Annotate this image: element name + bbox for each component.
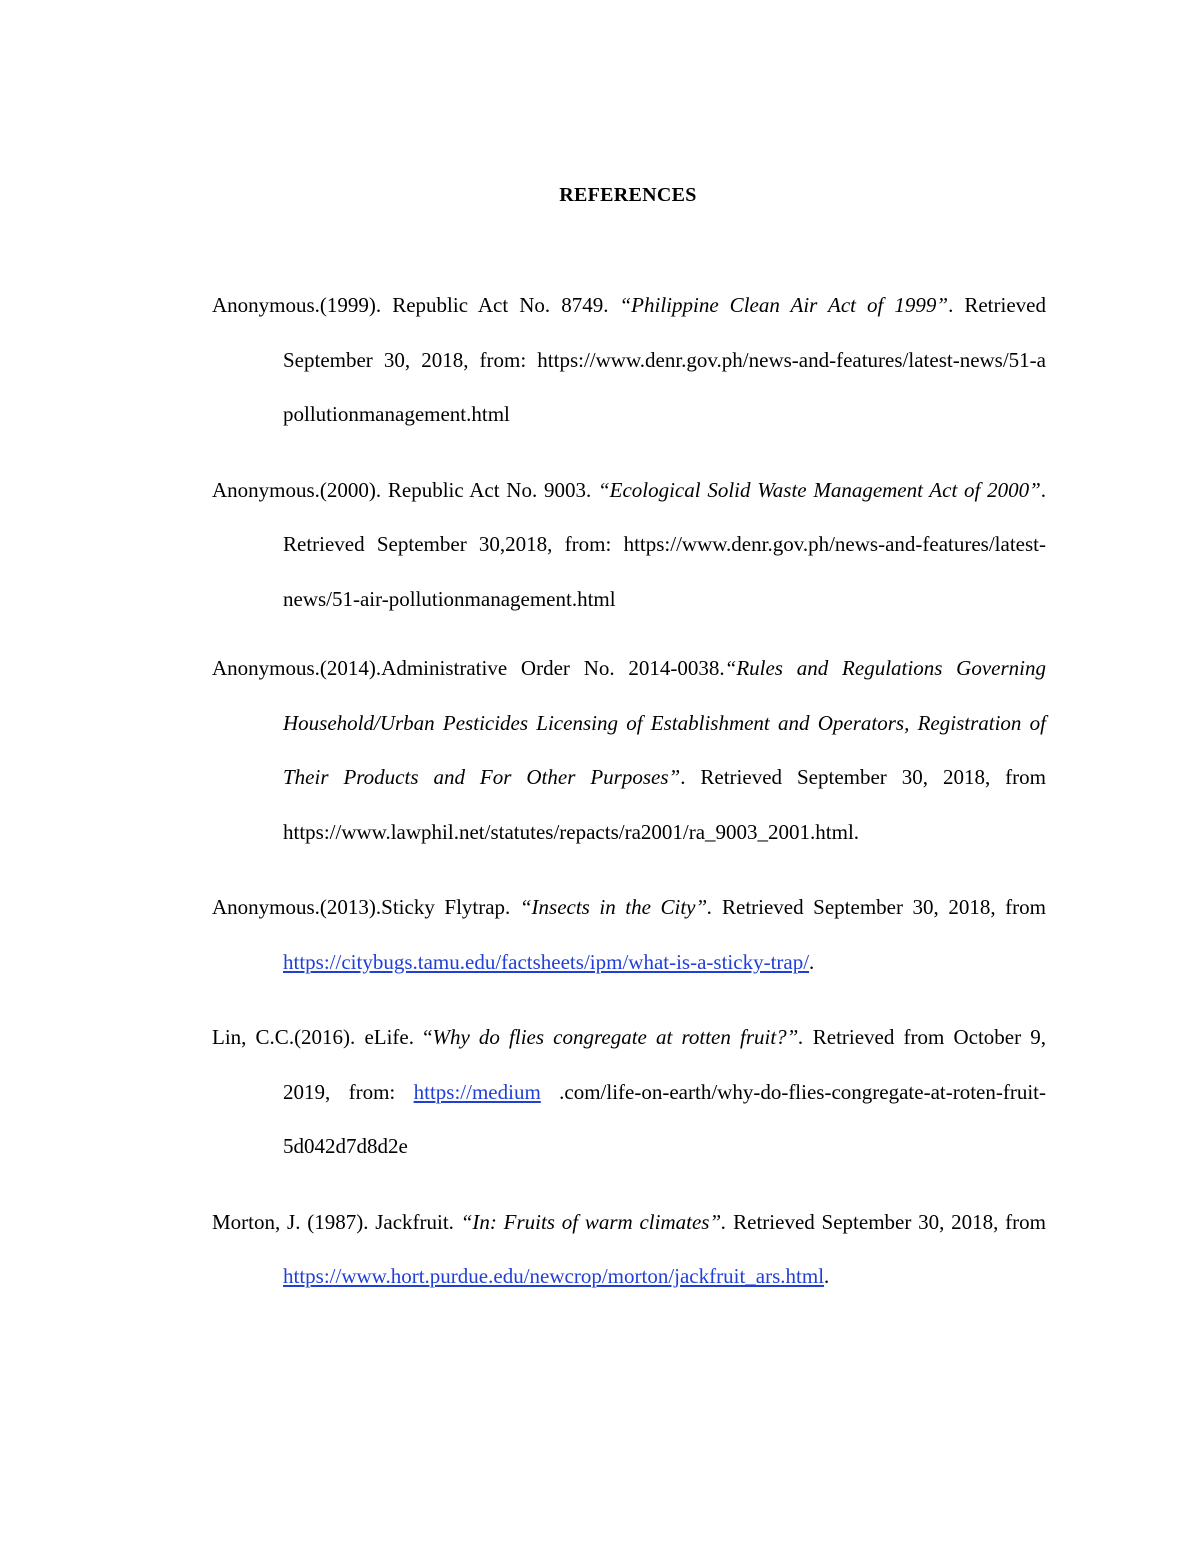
reference-text: Retrieved from October 9, 2019, from: <box>283 1025 1046 1104</box>
reference-text: . <box>824 1264 830 1288</box>
reference-text: . <box>809 949 815 974</box>
reference-text: Retrieved September 30, 2018, from <box>726 1209 1046 1234</box>
reference-text: .com/life-on-earth/why-do-flies-congregate-at-roten-fruit-5d042d7d8d2e <box>283 1079 1047 1158</box>
reference-text: Anonymous.(2000). Republic Act No. 9003. <box>212 477 598 502</box>
reference-text: Anonymous.(2014).Administrative Order No. 2014-0038. <box>212 656 725 680</box>
reference-entry-6 <box>212 1195 1046 1304</box>
reference-text: . Retrieved September 30, 2018, from: https://www.denr.gov.ph/news-and-features/latest-news/51-a pollutionmanagement.html <box>283 293 1046 426</box>
reference-entry-1 <box>212 278 1046 442</box>
reference-link[interactable]: https://medium <box>413 1079 541 1104</box>
reference-text: . Retrieved September 30,2018, from: https://www.denr.gov.ph/news-and-features/latest-news/51-air-pollutionmanagement.html <box>283 477 1046 611</box>
reference-link[interactable]: https://citybugs.tamu.edu/factsheets/ipm/what-is-a-sticky-trap/ <box>283 949 810 974</box>
reference-link[interactable]: https://www.hort.purdue.edu/newcrop/morton/jackfruit_ars.html <box>283 1264 825 1288</box>
reference-entry-2 <box>212 463 1046 627</box>
reference-text: Anonymous.(2013).Sticky Flytrap. <box>212 895 520 919</box>
reference-text: Retrieved September 30, 2018, from <box>712 895 1046 919</box>
reference-italic-title: Why do flies congregate at rotten fruit?”. <box>432 1025 804 1049</box>
reference-italic-title: “Rules and Regulations Governing Household/Urban Pesticides Licensing of Establishment and Operators, Registration of Their Products and For Other Purposes” <box>283 656 1046 789</box>
reference-list <box>212 278 1046 1304</box>
reference-italic-title: “Insects in the City”. <box>519 895 713 919</box>
reference-entry-4 <box>212 880 1046 989</box>
reference-italic-title: “In: Fruits of warm climates”. <box>460 1209 727 1234</box>
reference-text: Anonymous.(1999). Republic Act No. 8749. <box>212 293 620 317</box>
page-title: REFERENCES <box>559 184 697 206</box>
reference-italic-title: “Ecological Solid Waste Management Act of 2000” <box>597 477 1041 502</box>
reference-entry-3 <box>212 641 1046 859</box>
reference-text: Morton, J. (1987). Jackfruit. <box>212 1209 461 1234</box>
reference-text: Lin, C.C.(2016). eLife. “ <box>212 1025 433 1049</box>
reference-entry-5 <box>212 1010 1046 1174</box>
reference-text: . Retrieved September 30, 2018, from https://www.lawphil.net/statutes/repacts/ra2001/ra_9003_2001.html. <box>283 765 1046 844</box>
reference-italic-title: “Philippine Clean Air Act of 1999” <box>619 293 949 317</box>
